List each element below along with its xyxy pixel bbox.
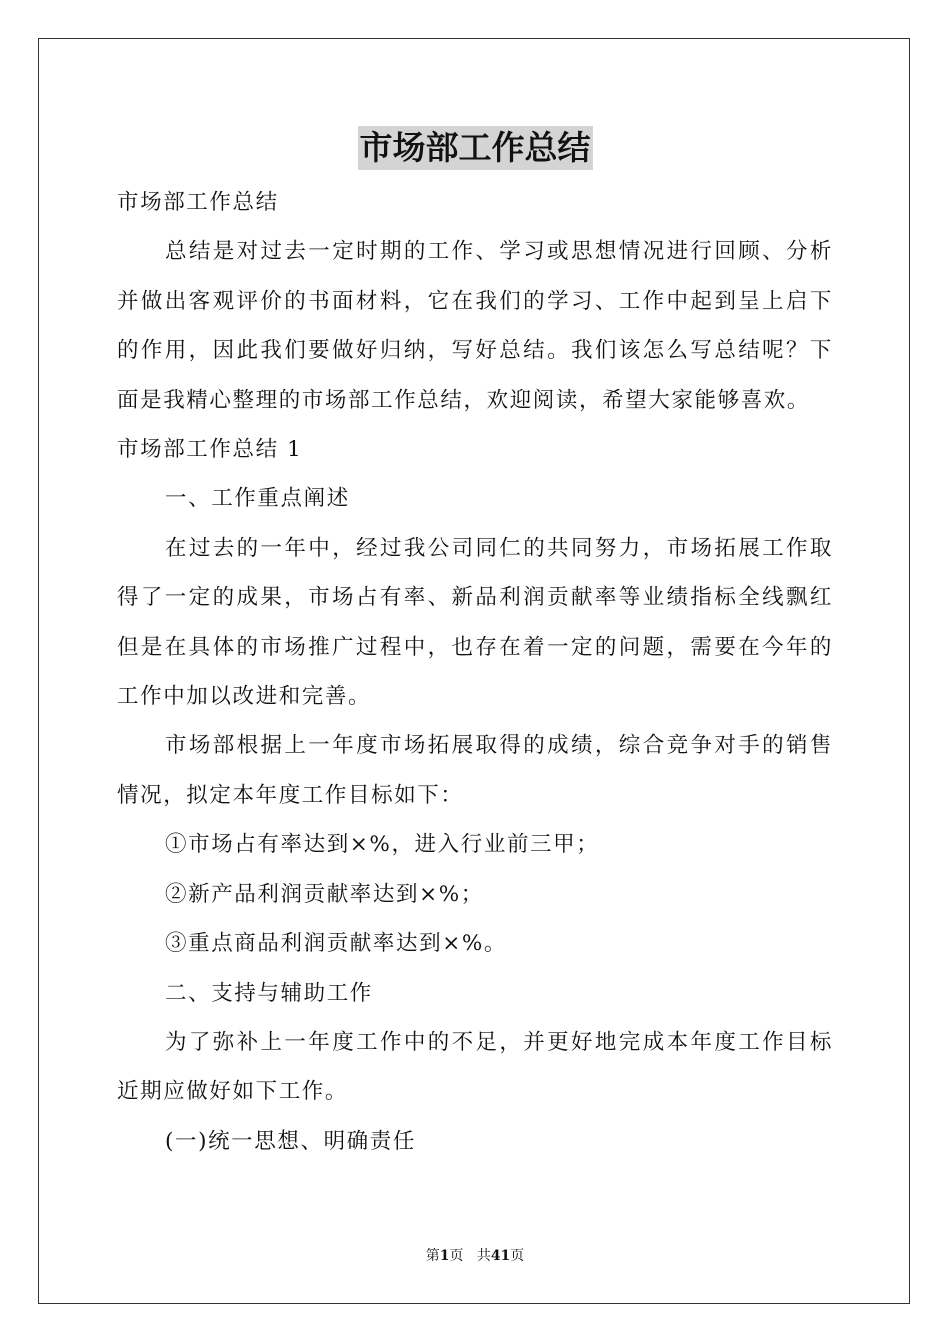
section-heading: 市场部工作总结 1 bbox=[117, 437, 303, 463]
body-paragraph: 为了弥补上一年度工作中的不足，并更好地完成本年度工作目标近期应做好如下工作。 bbox=[117, 1029, 833, 1105]
page-suffix: 页 bbox=[449, 1248, 464, 1264]
page-prefix: 第 bbox=[425, 1248, 440, 1264]
total-prefix: 共 bbox=[476, 1248, 491, 1264]
document-title: 市场部工作总结 bbox=[358, 126, 593, 170]
page-footer bbox=[0, 1246, 950, 1266]
body-paragraph: 市场部根据上一年度市场拓展取得的成绩，综合竞争对手的销售情况，拟定本年度工作目标如下： bbox=[117, 733, 833, 808]
total-suffix: 页 bbox=[510, 1248, 525, 1264]
body-paragraph: 在过去的一年中，经过我公司同仁的共同努力，市场拓展工作取得了一定的成果，市场占有率、新品利润贡献率等业绩指标全线飘红但是在具体的市场推广过程中，也存在着一定的问题，需要在今年的工作中加以改进和完善。 bbox=[117, 535, 833, 710]
body-paragraph: 总结是对过去一定时期的工作、学习或思想情况进行回顾、分析并做出客观评价的书面材料，它在我们的学习、工作中起到呈上启下的作用，因此我们要做好归纳，写好总结。我们该怎么写总结呢？下面是我精心整理的市场部工作总结，欢迎阅读，希望大家能够喜欢。 bbox=[117, 239, 833, 413]
total-pages: 41 bbox=[490, 1248, 511, 1264]
section-heading: 二、支持与辅助工作 bbox=[165, 980, 373, 1006]
body-paragraph: 市场部工作总结 bbox=[117, 190, 279, 215]
section-heading: 一、工作重点阐述 bbox=[165, 486, 350, 512]
page-number: 1 bbox=[439, 1248, 450, 1264]
title-container bbox=[0, 126, 950, 170]
document-body bbox=[117, 178, 833, 1166]
sub-heading: (一)统一思想、明确责任 bbox=[165, 1128, 416, 1154]
list-item: ③重点商品利润贡献率达到×%。 bbox=[165, 931, 507, 957]
list-item: ①市场占有率达到×%，进入行业前三甲； bbox=[165, 832, 600, 858]
list-item: ②新产品利润贡献率达到×%； bbox=[165, 881, 484, 907]
